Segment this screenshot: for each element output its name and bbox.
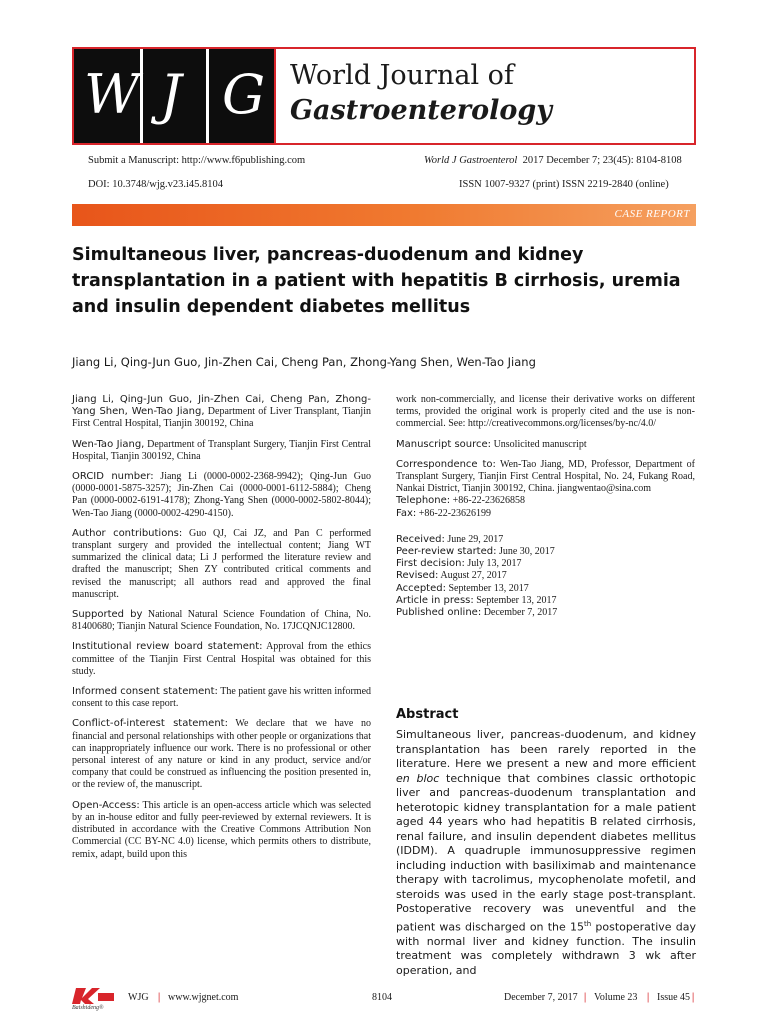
citation-journal: World J Gastroenterol: [424, 155, 518, 166]
citation: [424, 154, 682, 167]
date-value: August 27, 2017: [440, 570, 507, 582]
date-label: Revised:: [396, 570, 439, 582]
conflict-statement: [72, 718, 371, 791]
open-access-continued: work non-commercially, and license their derivative works on different terms, provided the original work is properly cited and the use is non-commercial. See: http://creativecommons.org/licenses/by-nc/4.0/: [396, 394, 695, 430]
logo-letter-g: G: [222, 63, 266, 126]
footer-separator: |: [692, 992, 695, 1003]
source-text: Unsolicited manuscript: [493, 438, 587, 450]
publisher-name: Baishideng®: [72, 1005, 104, 1011]
page-footer: [72, 992, 696, 1010]
abstract-part-1: Simultaneous liver, pancreas-duodenum, and kidney transplantation has been rarely reported in the literature. Here we present a new and more efficient: [396, 728, 696, 770]
author-contributions: [72, 528, 371, 601]
abstract-superscript: th: [584, 919, 592, 928]
date-value: September 13, 2017: [448, 582, 529, 594]
consent-statement: [72, 686, 371, 710]
issn: ISSN 1007-9327 (print) ISSN 2219-2840 (online): [459, 179, 669, 190]
logo-divider: [140, 49, 143, 143]
orcid-label: ORCID number:: [72, 471, 154, 483]
journal-title: [290, 59, 552, 129]
fax-label: Fax:: [396, 507, 417, 519]
irb-label: Institutional review board statement:: [72, 641, 263, 653]
date-value: June 29, 2017: [447, 533, 504, 545]
affiliation-1-authors: Jiang Li, Qing-Jun Guo, Jin-Zhen Cai, Cheng Pan, Zhong-Yang Shen, Wen-Tao Jiang,: [72, 394, 371, 418]
journal-masthead: [72, 47, 696, 145]
correspondence-label: Correspondence to:: [396, 458, 496, 470]
date-row: [396, 546, 695, 558]
open-access: [72, 800, 371, 861]
consent-label: Informed consent statement:: [72, 686, 218, 698]
date-value: June 30, 2017: [498, 546, 555, 558]
journal-title-line1: World Journal of: [290, 60, 514, 91]
date-label: Peer-review started:: [396, 546, 497, 558]
journal-title-line2: Gastroenterology: [290, 95, 552, 126]
publisher-logo-icon: [72, 986, 120, 1006]
contributions-text: Guo QJ, Cai JZ, and Pan C performed transplant surgery and provided the intellectual content; Jiang WT summarized the clinical data; Li J performed the literature review and drafted the manuscript; Shen ZY contributed critical comments and revised the manuscript; all authors read and approved the final manuscript.: [72, 527, 372, 600]
footer-date: December 7, 2017: [504, 992, 578, 1003]
author-list: Jiang Li, Qing-Jun Guo, Jin-Zhen Cai, Cheng Pan, Zhong-Yang Shen, Wen-Tao Jiang: [72, 355, 536, 369]
contributions-label: Author contributions:: [72, 527, 183, 539]
abstract-part-3: postoperative day with normal liver and kidney function. The insulin treatment was completely withdrawn 3 wk after operation, and: [396, 920, 696, 977]
logo-letter-j: J: [160, 63, 182, 126]
date-row: [396, 607, 695, 619]
affiliation-2: [72, 439, 371, 463]
footer-journal: WJG: [128, 992, 149, 1003]
citation-details: 2017 December 7; 23(45): 8104-8108: [522, 155, 682, 166]
funding: [72, 609, 371, 633]
affiliation-2-text: Department of Transplant Surgery, Tianjin First Central Hospital, Tianjin 300192, China: [72, 438, 371, 462]
abstract-en-bloc: en bloc: [396, 771, 440, 785]
irb-text: Approval from the ethics committee of the Tianjin First Central Hospital was obtained for this study.: [72, 641, 371, 677]
date-row: [396, 534, 695, 546]
page-number: 8104: [372, 992, 392, 1003]
article-title: Simultaneous liver, pancreas-duodenum and kidney transplantation in a patient with hepatitis B cirrhosis, uremia and insulin dependent diabetes mellitus: [72, 245, 681, 317]
footer-separator: |: [584, 992, 587, 1003]
date-row: [396, 570, 695, 582]
date-row: [396, 583, 695, 595]
date-row: [396, 558, 695, 570]
date-label: Accepted:: [396, 582, 446, 594]
date-label: First decision:: [396, 558, 465, 570]
manuscript-source: [396, 439, 695, 451]
right-column: [396, 394, 695, 627]
affiliation-2-authors: Wen-Tao Jiang,: [72, 438, 145, 450]
date-value: December 7, 2017: [483, 607, 558, 619]
source-label: Manuscript source:: [396, 438, 492, 450]
doi[interactable]: DOI: 10.3748/wjg.v23.i45.8104: [88, 179, 224, 190]
left-column: [72, 394, 371, 869]
telephone-label: Telephone:: [396, 495, 451, 507]
submit-link[interactable]: Submit a Manuscript: http://www.f6publishing.com: [88, 155, 306, 166]
footer-volume: Volume 23: [594, 992, 638, 1003]
open-access-label: Open-Access:: [72, 799, 140, 811]
date-value: July 13, 2017: [467, 558, 522, 570]
correspondence-address: Department of Transplant Surgery, Tianjin First Central Hospital, No. 24, Fukang Road, Nankai District, Tianjin 300192, China. jiangwentao@sina.com: [396, 458, 696, 495]
footer-separator: |: [158, 992, 161, 1003]
date-row: [396, 595, 695, 607]
date-label: Published online:: [396, 607, 482, 619]
conflict-text: We declare that we have no financial and personal relationships with other people or organizations that can inappropriately influence our work. There is no professional or other personal interest of any nature or kind in any product, service and/or company that could be construed as influencing the position presented in, or the review of, the manuscript.: [72, 718, 371, 791]
abstract-text: [396, 728, 696, 978]
case-report-label: CASE REPORT: [614, 208, 690, 220]
open-access-text: This article is an open-access article which was selected by an in-house editor and fully peer-reviewed by external reviewers. It is distributed in accordance with the Creative Commons Attribution Non Commercial (CC BY-NC 4.0) license, which permits others to distribute, remix, adapt, build upon this: [72, 799, 371, 860]
date-label: Article in press:: [396, 594, 474, 606]
consent-text: The patient gave his written informed consent to this case report.: [72, 686, 372, 710]
abstract-heading: Abstract: [396, 707, 459, 722]
fax-value: +86-22-23626199: [418, 507, 492, 519]
date-value: September 13, 2017: [476, 594, 557, 606]
footer-website[interactable]: www.wjgnet.com: [168, 992, 239, 1003]
journal-logo: [74, 49, 276, 143]
conflict-label: Conflict-of-interest statement:: [72, 718, 228, 730]
logo-letter-w: W: [84, 63, 140, 126]
affiliation-1: [72, 394, 371, 431]
article-dates: [396, 534, 695, 619]
correspondence: [396, 459, 695, 520]
irb-statement: [72, 641, 371, 678]
correspondence-name: Wen-Tao Jiang, MD, Professor,: [499, 458, 632, 470]
abstract-part-2: technique that combines classic orthotopic liver and pancreas-duodenum transplantation and heterotopic kidney transplantation for a male patient aged 44 years who had hepatitis B related cirrhosis, renal failure, and insulin dependent diabetes mellitus (IDDM). A quadruple immunosuppressive regimen including induction with basiliximab and maintenance therapy with tacrolimus, mycophenolate mofetil, and steroids was used in the early stage post-transplant. Postoperative recovery was uneventful and the patient was discharged on the 15: [396, 771, 696, 934]
funding-text: National Natural Science Foundation of China, No. 81400680; Tianjin Natural Science Foundation, No. 17JCQNJC12800.: [72, 609, 371, 633]
affiliation-1-text: Department of Liver Transplant, Tianjin First Central Hospital, Tianjin 300192, China: [72, 406, 371, 430]
date-label: Received:: [396, 533, 445, 545]
case-report-banner: [72, 204, 696, 226]
footer-issue: Issue 45: [657, 992, 691, 1003]
telephone-value: +86-22-23626858: [452, 495, 525, 507]
funding-label: Supported by: [72, 609, 143, 621]
footer-separator: |: [647, 992, 650, 1003]
orcid-text: Jiang Li (0000-0002-2368-9942); Qing-Jun Guo (0000-0001-5875-3257); Jin-Zhen Cai (0000-0001-6112-5884); Cheng Pan (0000-0002-6191-4178); Zhong-Yang Shen (0000-0002-5802-8044); Wen-Tao Jiang (0000-0002-4290-4150).: [72, 471, 372, 519]
orcid-section: [72, 471, 371, 520]
logo-divider: [206, 49, 209, 143]
